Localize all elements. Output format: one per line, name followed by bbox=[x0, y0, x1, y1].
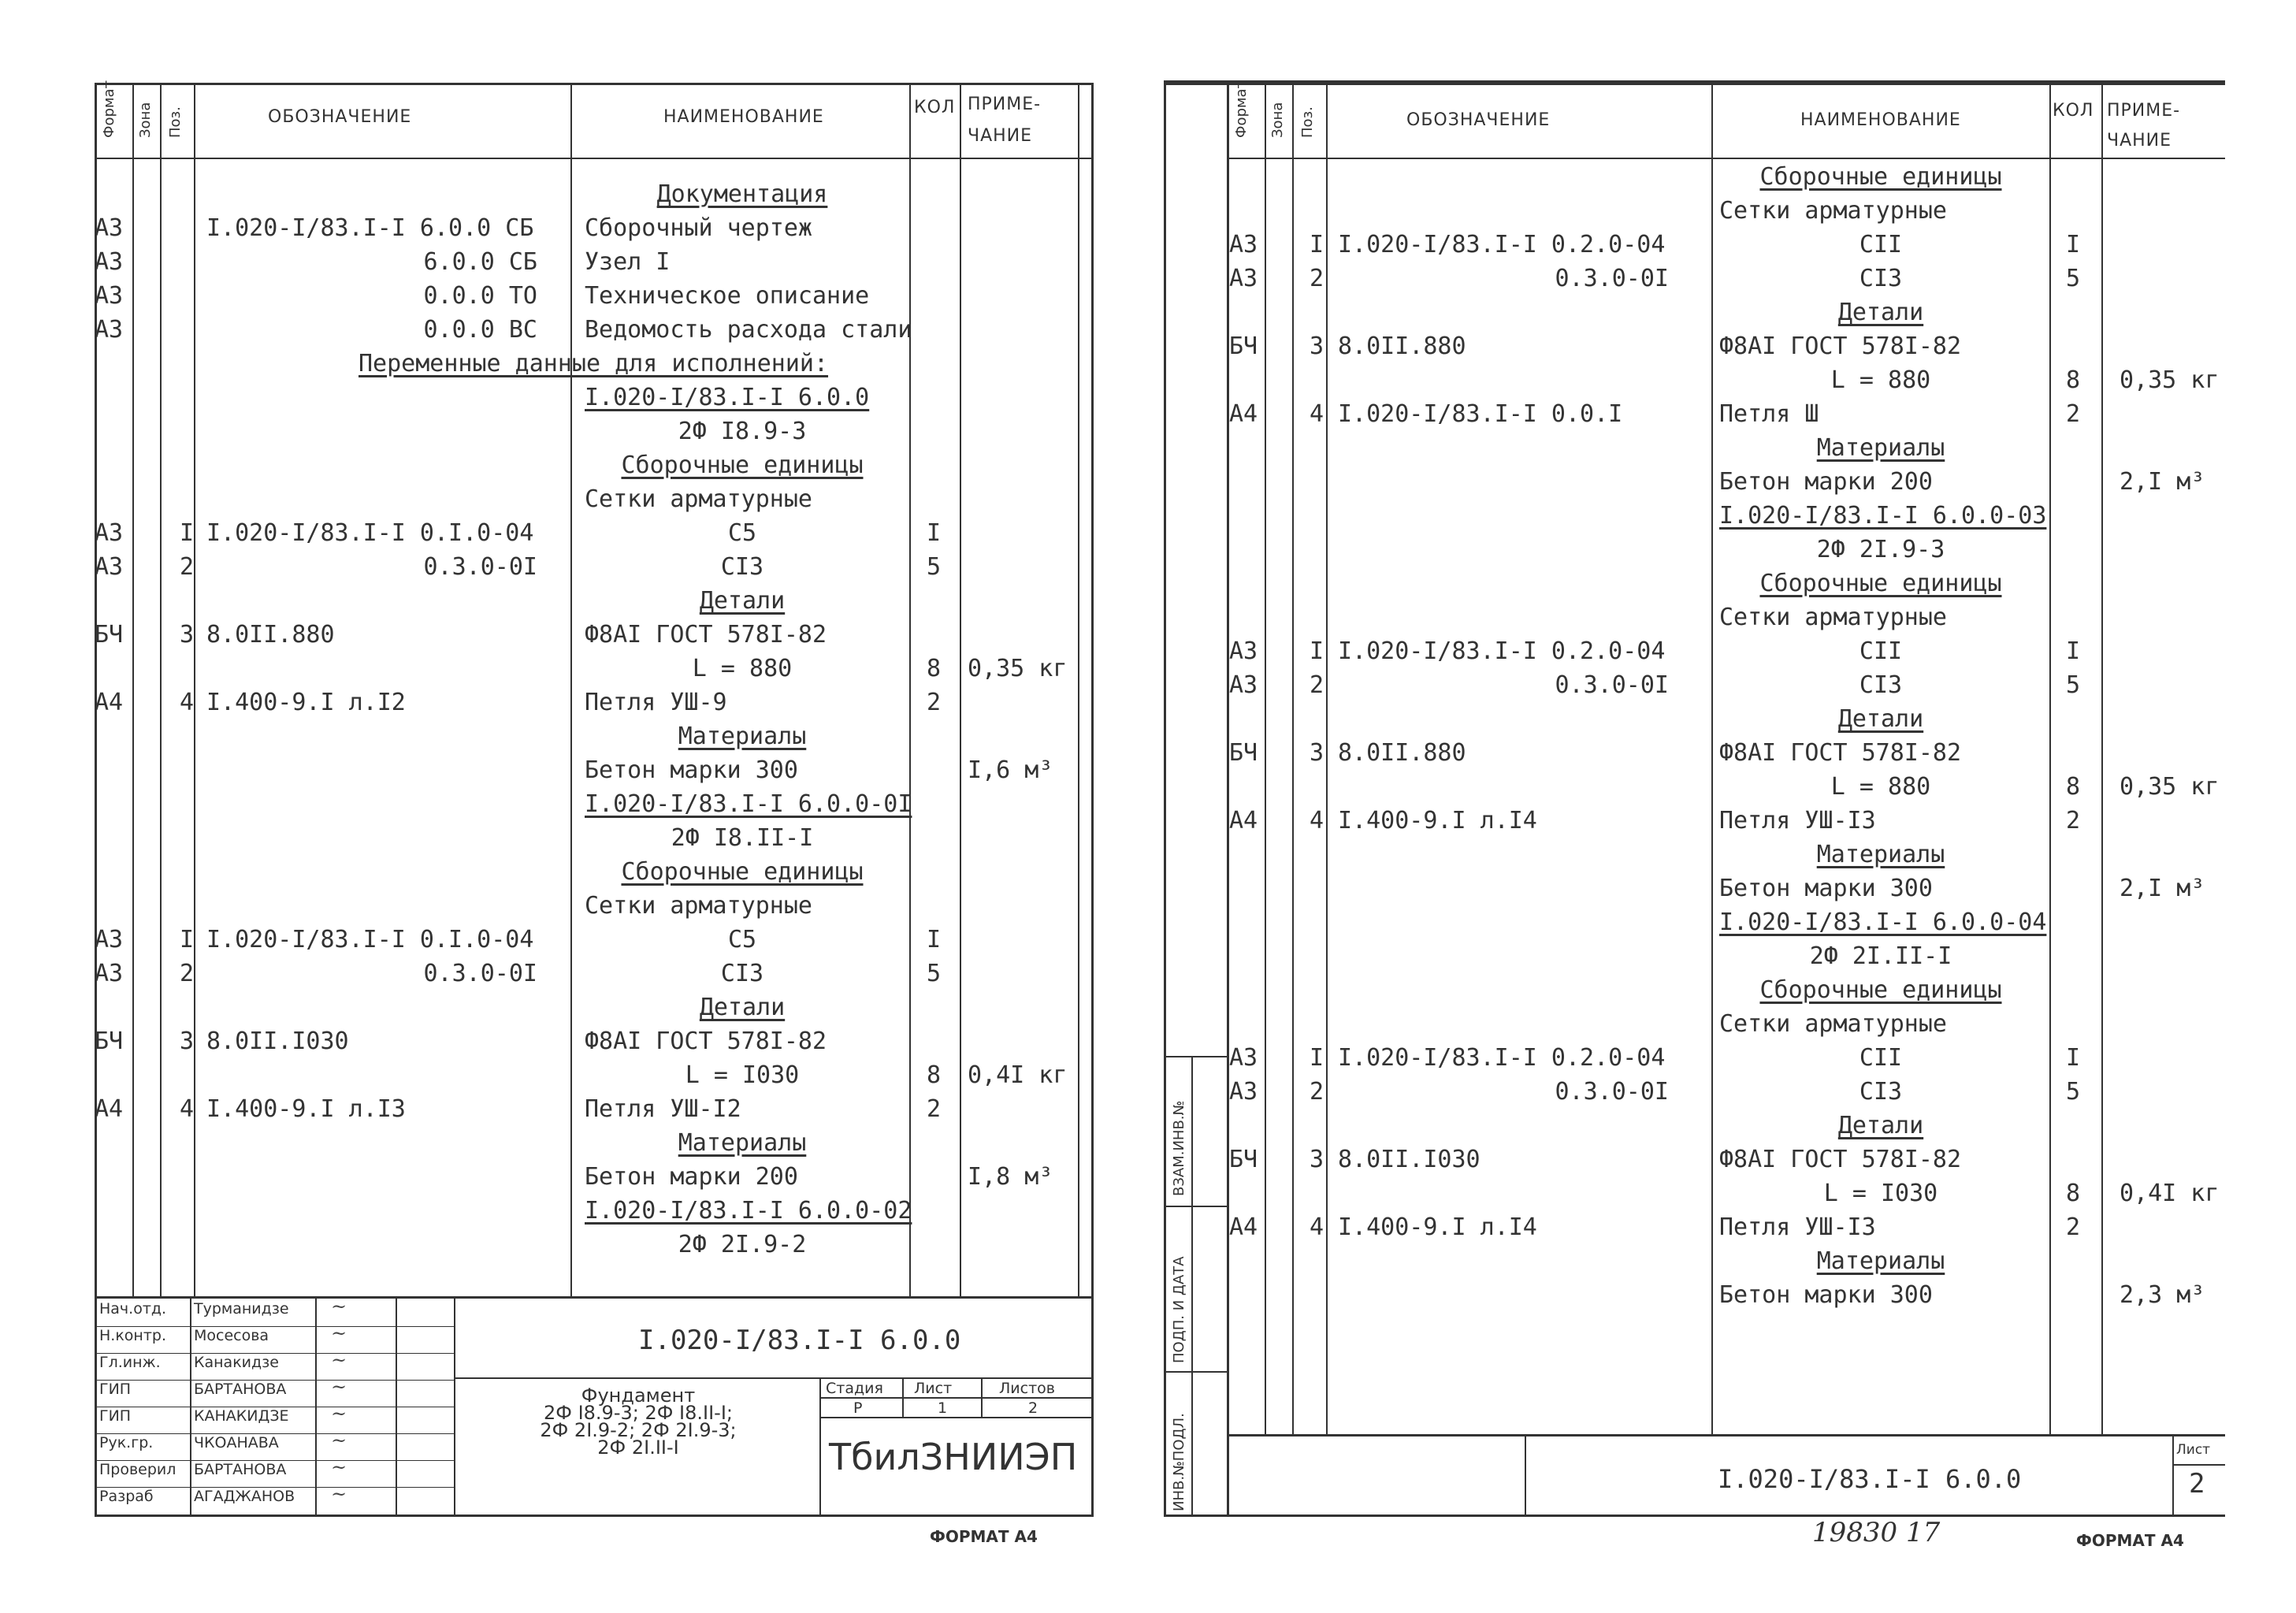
header-pos: Поз. bbox=[167, 106, 184, 138]
name-cell: Детали bbox=[699, 587, 786, 615]
position-cell: 2 bbox=[180, 960, 195, 987]
note-cell: 0,35 кг bbox=[2120, 773, 2220, 801]
name-cell: Материалы bbox=[1816, 434, 1945, 462]
format-cell: А3 bbox=[95, 316, 124, 344]
position-cell: 3 bbox=[180, 1028, 195, 1055]
signature-scribble: ~ bbox=[331, 1295, 347, 1318]
quantity-cell: 5 bbox=[927, 960, 942, 987]
quantity-cell: 8 bbox=[2066, 366, 2081, 394]
format-cell: А3 bbox=[95, 282, 124, 310]
name-cell: L = 880 bbox=[692, 655, 793, 682]
quantity-cell: 2 bbox=[2066, 400, 2081, 428]
position-cell: 4 bbox=[1310, 807, 1324, 834]
name-cell: L = 880 bbox=[1830, 366, 1931, 394]
signature-scribble: ~ bbox=[331, 1403, 347, 1425]
format-cell: А3 bbox=[1229, 265, 1258, 292]
note-cell: I,8 м³ bbox=[968, 1163, 1053, 1191]
header-name: НАИМЕНОВАНИЕ bbox=[1800, 110, 1961, 130]
signatory-name: БАРТАНОВА bbox=[194, 1381, 287, 1398]
designation-cell: 8.0II.880 bbox=[1338, 739, 1466, 767]
format-cell: А4 bbox=[1229, 807, 1258, 834]
position-cell: 2 bbox=[1310, 671, 1324, 699]
name-cell: Документация bbox=[656, 180, 828, 208]
format-cell: БЧ bbox=[1229, 739, 1258, 767]
header-name: НАИМЕНОВАНИЕ bbox=[663, 107, 824, 127]
header-note-2: ЧАНИЕ bbox=[2107, 131, 2172, 151]
position-cell: 2 bbox=[180, 553, 195, 581]
position-cell: 4 bbox=[180, 1095, 195, 1123]
quantity-cell: 8 bbox=[927, 655, 942, 682]
name-cell: Сетки арматурные bbox=[1719, 604, 1947, 631]
designation-cell: I.400-9.I л.I3 bbox=[206, 1095, 406, 1123]
drawing-code: I.020-I/83.I-I 6.0.0 bbox=[638, 1325, 961, 1356]
position-cell: I bbox=[180, 519, 195, 547]
header-format: Формат bbox=[1233, 80, 1250, 138]
side-label-inv: ИНВ.№ПОДЛ. bbox=[1171, 1413, 1187, 1511]
signature-scribble: ~ bbox=[331, 1376, 347, 1398]
signatory-role: ГИП bbox=[99, 1407, 132, 1425]
format-cell: А3 bbox=[1229, 671, 1258, 699]
name-cell: СI3 bbox=[720, 960, 764, 987]
note-cell: 0,4I кг bbox=[968, 1061, 1068, 1089]
quantity-cell: 5 bbox=[2066, 265, 2081, 292]
designation-cell: I.020-I/83.I-I 0.2.0-04 bbox=[1338, 1044, 1666, 1072]
designation-cell: 0.3.0-0I bbox=[423, 960, 537, 987]
name-cell: L = I030 bbox=[1823, 1180, 1938, 1207]
name-cell: С5 bbox=[727, 926, 757, 953]
designation-cell: I.020-I/83.I-I 0.I.0-04 bbox=[206, 519, 534, 547]
note-cell: 0,4I кг bbox=[2120, 1180, 2220, 1207]
designation-cell: I.020-I/83.I-I 0.2.0-04 bbox=[1338, 231, 1666, 258]
quantity-cell: 8 bbox=[2066, 1180, 2081, 1207]
side-label-sign: ПОДП. И ДАТА bbox=[1171, 1256, 1187, 1363]
format-cell: А4 bbox=[1229, 1213, 1258, 1241]
signature-scribble: ~ bbox=[331, 1456, 347, 1478]
quantity-cell: 2 bbox=[2066, 1213, 2081, 1241]
designation-cell: 6.0.0 СБ bbox=[423, 248, 537, 276]
format-cell: А3 bbox=[1229, 637, 1258, 665]
name-cell: I.020-I/83.I-I 6.0.0-0I bbox=[585, 790, 912, 818]
name-cell: Бетон марки 300 bbox=[1719, 1281, 1933, 1309]
quantity-cell: 8 bbox=[2066, 773, 2081, 801]
format-cell: А3 bbox=[95, 553, 124, 581]
name-cell: Бетон марки 300 bbox=[1719, 875, 1933, 902]
name-cell: Сборочные единицы bbox=[1759, 976, 2002, 1004]
sheet-number: 2 bbox=[2189, 1468, 2205, 1500]
note-cell: 0,35 кг bbox=[968, 655, 1068, 682]
format-cell: А3 bbox=[95, 960, 124, 987]
name-cell: Сетки арматурные bbox=[585, 485, 812, 513]
position-cell: I bbox=[1310, 231, 1324, 258]
note-cell: 2,I м³ bbox=[2120, 875, 2205, 902]
position-cell: I bbox=[180, 926, 195, 953]
name-cell: СII bbox=[1859, 231, 1903, 258]
format-cell: А4 bbox=[95, 1095, 124, 1123]
designation-cell: I.020-I/83.I-I 6.0.0 СБ bbox=[206, 214, 534, 242]
quantity-cell: 8 bbox=[927, 1061, 942, 1089]
position-cell: 3 bbox=[1310, 1146, 1324, 1173]
format-label: ФОРМАТ А4 bbox=[2076, 1531, 2184, 1550]
name-cell: I.020-I/83.I-I 6.0.0-03 bbox=[1719, 502, 2047, 530]
designation-cell: I.020-I/83.I-I 0.0.I bbox=[1338, 400, 1623, 428]
header-format: Формат bbox=[101, 80, 117, 138]
sheets-value: 2 bbox=[1028, 1399, 1038, 1417]
name-cell: СII bbox=[1859, 1044, 1903, 1072]
name-cell: Сборочный чертеж bbox=[585, 214, 812, 242]
format-cell: А3 bbox=[95, 926, 124, 953]
signatory-name: ЧКОАНАВА bbox=[194, 1434, 279, 1451]
drawing-code: I.020-I/83.I-I 6.0.0 bbox=[1718, 1464, 2022, 1494]
signatory-role: Разраб bbox=[99, 1488, 154, 1505]
side-label-replace: ВЗАМ.ИНВ.№ bbox=[1171, 1100, 1187, 1196]
name-cell: 2Ф I8.9-3 bbox=[678, 418, 807, 445]
name-cell: Материалы bbox=[678, 1129, 807, 1157]
position-cell: 4 bbox=[1310, 1213, 1324, 1241]
name-cell: Детали bbox=[699, 994, 786, 1021]
name-cell: Материалы bbox=[1816, 841, 1945, 868]
name-cell: Бетон марки 200 bbox=[585, 1163, 798, 1191]
signatory-name: БАРТАНОВА bbox=[194, 1461, 287, 1478]
format-cell: А3 bbox=[95, 519, 124, 547]
sheets-label: Листов bbox=[999, 1380, 1055, 1397]
signatory-role: Проверил bbox=[99, 1461, 176, 1478]
stage-label: Стадия bbox=[826, 1380, 883, 1397]
position-cell: 3 bbox=[180, 621, 195, 649]
sheet-label: Лист bbox=[914, 1380, 953, 1397]
name-cell: Ф8АI ГОСТ 578I-82 bbox=[1719, 333, 1962, 360]
header-zone: Зона bbox=[1269, 102, 1286, 138]
header-qty: КОЛ bbox=[914, 98, 956, 117]
name-cell: 2Ф 2I.9-3 bbox=[1816, 536, 1945, 563]
header-designation: ОБОЗНАЧЕНИЕ bbox=[1406, 110, 1551, 130]
position-cell: 4 bbox=[180, 689, 195, 716]
name-cell: Бетон марки 300 bbox=[585, 756, 798, 784]
name-cell: СI3 bbox=[1859, 265, 1903, 292]
name-cell: Ф8АI ГОСТ 578I-82 bbox=[585, 621, 827, 649]
format-cell: БЧ bbox=[95, 621, 124, 649]
format-cell: БЧ bbox=[1229, 1146, 1258, 1173]
position-cell: 4 bbox=[1310, 400, 1324, 428]
header-note: ПРИМЕ- bbox=[968, 95, 1042, 114]
signatory-name: Канакидзе bbox=[194, 1354, 279, 1371]
format-cell: А4 bbox=[95, 689, 124, 716]
designation-cell: 0.3.0-0I bbox=[1555, 671, 1669, 699]
quantity-cell: I bbox=[2066, 1044, 2081, 1072]
designation-cell: 8.0II.880 bbox=[206, 621, 335, 649]
name-cell: Петля УШ-I2 bbox=[585, 1095, 741, 1123]
signatory-name: Турманидзе bbox=[194, 1300, 289, 1318]
note-cell: 2,I м³ bbox=[2120, 468, 2205, 496]
designation-cell: I.400-9.I л.I4 bbox=[1338, 807, 1537, 834]
name-cell: Сетки арматурные bbox=[1719, 1010, 1947, 1038]
designation-cell: 0.3.0-0I bbox=[1555, 1078, 1669, 1106]
position-cell: 3 bbox=[1310, 333, 1324, 360]
designation-cell: 0.0.0 ТО bbox=[423, 282, 537, 310]
signature-scribble: ~ bbox=[331, 1322, 347, 1344]
header-note: ПРИМЕ- bbox=[2107, 101, 2181, 121]
designation-cell: 0.0.0 ВС bbox=[423, 316, 537, 344]
name-cell: СI3 bbox=[1859, 1078, 1903, 1106]
name-cell: Сетки арматурные bbox=[1719, 197, 1947, 225]
quantity-cell: 2 bbox=[927, 689, 942, 716]
signature-scribble: ~ bbox=[331, 1429, 347, 1451]
name-cell: Сборочные единицы bbox=[621, 452, 864, 479]
position-cell: 2 bbox=[1310, 1078, 1324, 1106]
stage-value: Р bbox=[853, 1399, 863, 1417]
name-cell: L = 880 bbox=[1830, 773, 1931, 801]
drawing-title: Фундамент 2Ф I8.9-3; 2Ф I8.II-I; 2Ф 2I.9-2; 2Ф 2I.9-3; 2Ф 2I.II-I bbox=[540, 1384, 737, 1459]
name-cell: Техническое описание bbox=[585, 282, 870, 310]
name-cell: 2Ф 2I.II-I bbox=[1809, 942, 1952, 970]
quantity-cell: I bbox=[927, 926, 942, 953]
name-cell: Сетки арматурные bbox=[585, 892, 812, 920]
format-label: ФОРМАТ А4 bbox=[930, 1527, 1038, 1546]
position-cell: 3 bbox=[1310, 739, 1324, 767]
name-cell: Ф8АI ГОСТ 578I-82 bbox=[585, 1028, 827, 1055]
signature-scribble: ~ bbox=[331, 1483, 347, 1505]
name-cell: Сборочные единицы bbox=[621, 858, 864, 886]
name-cell: Петля УШ-I3 bbox=[1719, 807, 1876, 834]
designation-cell: 0.3.0-0I bbox=[423, 553, 537, 581]
quantity-cell: 2 bbox=[2066, 807, 2081, 834]
signatory-name: КАНАКИДЗЕ bbox=[194, 1407, 289, 1425]
name-cell: Материалы bbox=[1816, 1247, 1945, 1275]
name-cell: С5 bbox=[727, 519, 757, 547]
signatory-role: Нач.отд. bbox=[99, 1300, 167, 1318]
format-cell: А3 bbox=[1229, 231, 1258, 258]
format-cell: А3 bbox=[95, 214, 124, 242]
name-cell: Сборочные единицы bbox=[1759, 570, 2002, 597]
name-cell: Петля УШ-I3 bbox=[1719, 1213, 1876, 1241]
handwritten-number: 19830 17 bbox=[1812, 1517, 1941, 1548]
quantity-cell: 5 bbox=[2066, 671, 2081, 699]
name-cell: СI3 bbox=[720, 553, 764, 581]
name-cell: L = I030 bbox=[685, 1061, 800, 1089]
name-cell: I.020-I/83.I-I 6.0.0-02 bbox=[585, 1197, 912, 1225]
header-note-2: ЧАНИЕ bbox=[968, 126, 1033, 146]
name-cell: Детали bbox=[1837, 299, 1924, 326]
designation-cell: 0.3.0-0I bbox=[1555, 265, 1669, 292]
signatory-name: Мосесова bbox=[194, 1327, 269, 1344]
signature-scribble: ~ bbox=[331, 1349, 347, 1371]
name-cell: Ведомость расхода стали bbox=[585, 316, 912, 344]
name-cell: Сборочные единицы bbox=[1759, 163, 2002, 191]
format-cell: А3 bbox=[1229, 1078, 1258, 1106]
header-designation: ОБОЗНАЧЕНИЕ bbox=[268, 107, 412, 127]
name-cell: Детали bbox=[1837, 705, 1924, 733]
header-pos: Поз. bbox=[1299, 106, 1316, 138]
signatory-role: Гл.инж. bbox=[99, 1354, 161, 1371]
format-cell: А3 bbox=[95, 248, 124, 276]
position-cell: I bbox=[1310, 637, 1324, 665]
name-cell: СI3 bbox=[1859, 671, 1903, 699]
header-zone: Зона bbox=[137, 102, 154, 138]
note-cell: 0,35 кг bbox=[2120, 366, 2220, 394]
name-cell: СII bbox=[1859, 637, 1903, 665]
name-cell: I.020-I/83.I-I 6.0.0-04 bbox=[1719, 909, 2047, 936]
signatory-name: АГАДЖАНОВ bbox=[194, 1488, 295, 1505]
name-cell: Петля Ш bbox=[1719, 400, 1819, 428]
name-cell: Ф8АI ГОСТ 578I-82 bbox=[1719, 739, 1962, 767]
name-cell: 2Ф 2I.9-2 bbox=[678, 1231, 807, 1258]
name-cell: Ф8АI ГОСТ 578I-82 bbox=[1719, 1146, 1962, 1173]
quantity-cell: I bbox=[2066, 231, 2081, 258]
signatory-role: Рук.гр. bbox=[99, 1434, 154, 1451]
format-cell: А4 bbox=[1229, 400, 1258, 428]
note-cell: 2,3 м³ bbox=[2120, 1281, 2205, 1309]
name-cell: Петля УШ-9 bbox=[585, 689, 727, 716]
designation-cell: 8.0II.880 bbox=[1338, 333, 1466, 360]
position-cell: 2 bbox=[1310, 265, 1324, 292]
quantity-cell: 5 bbox=[927, 553, 942, 581]
designation-cell: I.020-I/83.I-I 0.2.0-04 bbox=[1338, 637, 1666, 665]
format-cell: БЧ bbox=[95, 1028, 124, 1055]
quantity-cell: 2 bbox=[927, 1095, 942, 1123]
organization: ТбилЗНИИЭП bbox=[829, 1436, 1078, 1478]
signatory-role: ГИП bbox=[99, 1381, 132, 1398]
name-cell: Узел I bbox=[585, 248, 671, 276]
name-cell: Материалы bbox=[678, 723, 807, 750]
quantity-cell: I bbox=[2066, 637, 2081, 665]
format-cell: БЧ bbox=[1229, 333, 1258, 360]
position-cell: I bbox=[1310, 1044, 1324, 1072]
designation-cell: I.400-9.I л.I4 bbox=[1338, 1213, 1537, 1241]
name-cell: Детали bbox=[1837, 1112, 1924, 1139]
signatory-role: Н.контр. bbox=[99, 1327, 167, 1344]
designation-cell: I.020-I/83.I-I 0.I.0-04 bbox=[206, 926, 534, 953]
quantity-cell: 5 bbox=[2066, 1078, 2081, 1106]
sheet-label: Лист bbox=[2176, 1442, 2211, 1458]
sheet-value: 1 bbox=[938, 1399, 948, 1417]
name-cell: 2Ф I8.II-I bbox=[671, 824, 814, 852]
name-cell: I.020-I/83.I-I 6.0.0 bbox=[585, 384, 870, 411]
quantity-cell: I bbox=[927, 519, 942, 547]
section-title: Переменные данные для исполнений: bbox=[359, 350, 829, 377]
designation-cell: 8.0II.I030 bbox=[1338, 1146, 1481, 1173]
header-qty: КОЛ bbox=[2053, 101, 2094, 121]
designation-cell: 8.0II.I030 bbox=[206, 1028, 349, 1055]
note-cell: I,6 м³ bbox=[968, 756, 1053, 784]
designation-cell: I.400-9.I л.I2 bbox=[206, 689, 406, 716]
format-cell: А3 bbox=[1229, 1044, 1258, 1072]
name-cell: Бетон марки 200 bbox=[1719, 468, 1933, 496]
